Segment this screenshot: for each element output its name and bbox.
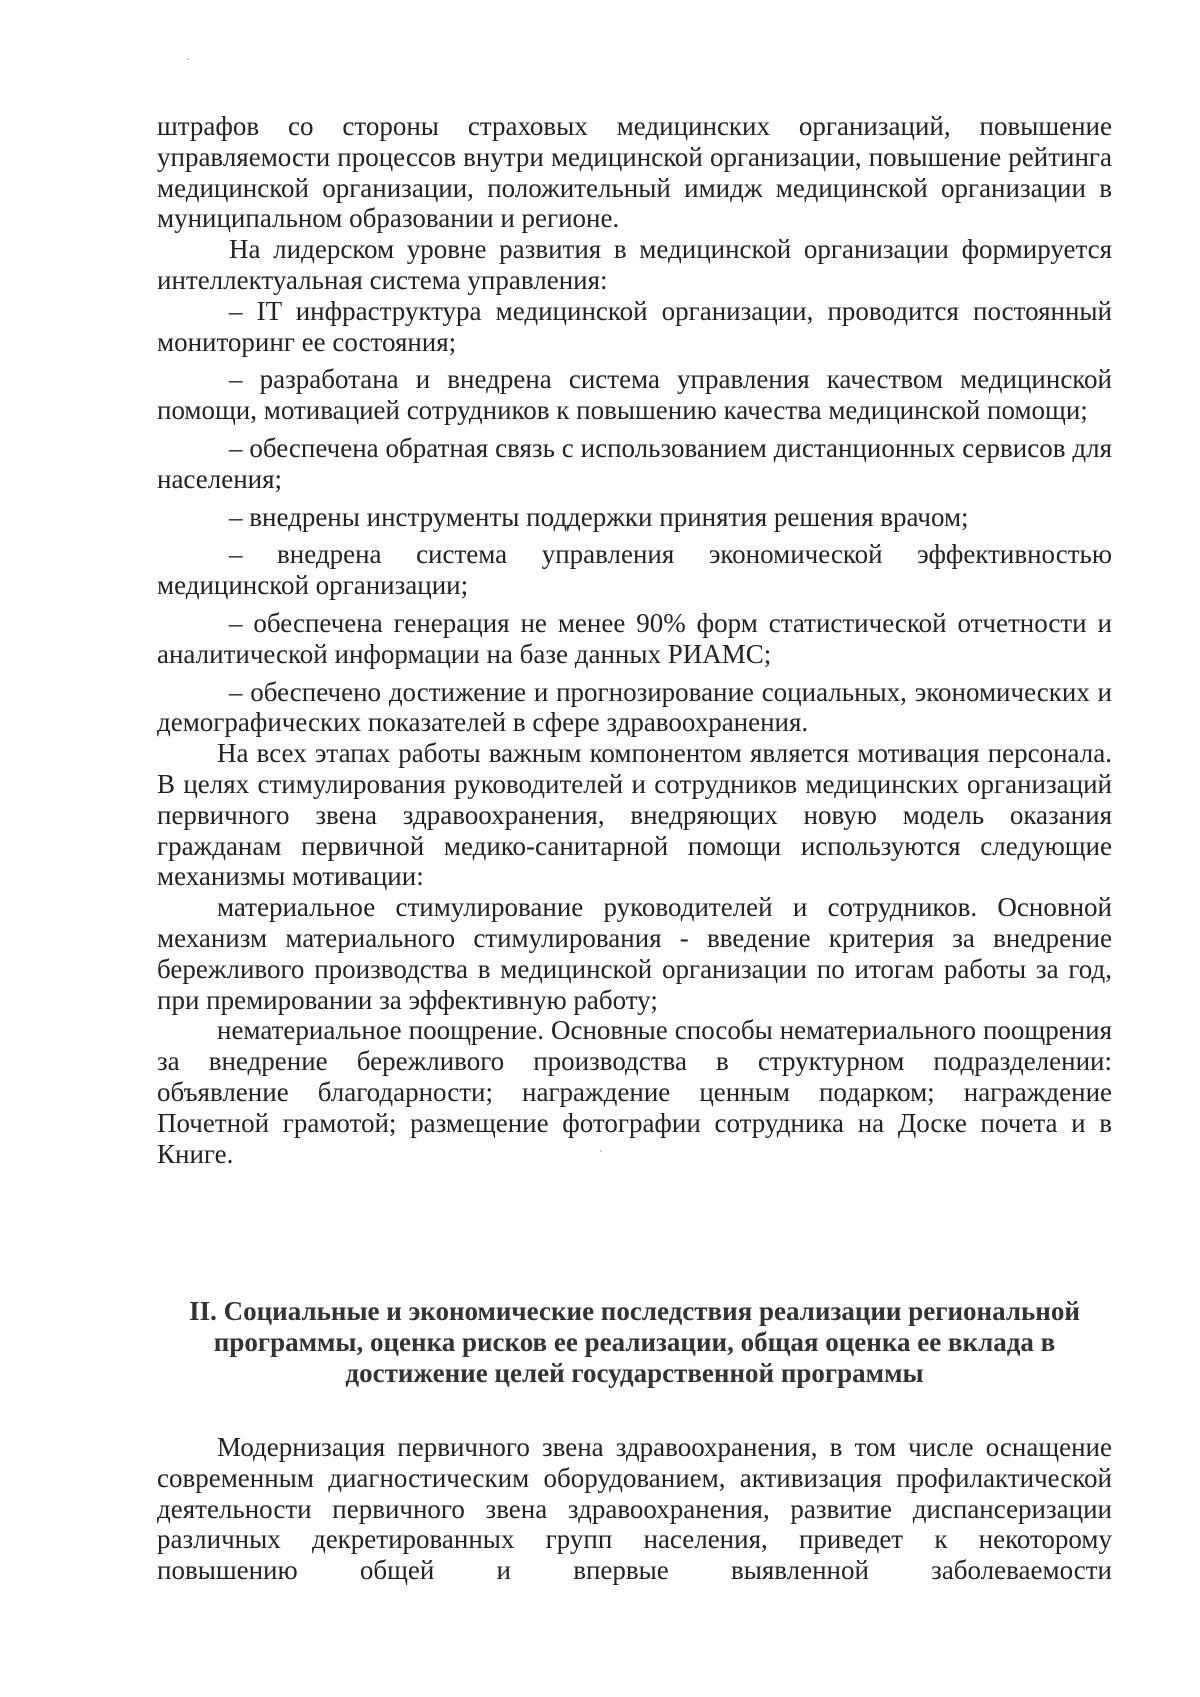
- list-item-decision-support: – внедрены инструменты поддержки принятия решения врачом;: [229, 501, 969, 532]
- paragraph-nonmaterial-incentives: нематериальное поощрение. Основные способы нематериального поощрения за внедрение бережливого производства в структурном подразделении: объявление благодарности; награждение ценным подарком; награждение Почетной грамотой; размещение фотографии сотрудника на Доске почета и в Книге.: [157, 1015, 1112, 1169]
- list-item-statistics: – обеспечена генерация не менее 90% форм статистической отчетности и аналитической информации на базе данных РИАМС;: [157, 607, 1112, 669]
- list-item-forecasting: – обеспечено достижение и прогнозирование социальных, экономических и демографических показателей в сфере здравоохранения.: [157, 676, 1112, 738]
- scan-speck: [600, 1150, 602, 1152]
- list-item-economic-efficiency: – внедрена система управления экономической эффективностью медицинской организации;: [157, 539, 1112, 601]
- paragraph-motivation: На всех этапах работы важным компонентом является мотивация персонала. В целях стимулирования руководителей и сотрудников медицинских организаций первичного звена здравоохранения, внедряющих новую модель оказания гражданам первичной медико-санитарной помощи используются следующие механизмы мотивации:: [157, 738, 1112, 892]
- closing-section: [157, 1432, 1112, 1586]
- list-item-feedback: – обеспечена обратная связь с использованием дистанционных сервисов для населения;: [157, 432, 1112, 494]
- list-item-quality-management: – разработана и внедрена система управления качеством медицинской помощи, мотивацией сотрудников к повышению качества медицинской помощи;: [157, 364, 1112, 426]
- paragraph-penalties: штрафов со стороны страховых медицинских организаций, повышение управляемости процессов внутри медицинской организации, повышение рейтинга медицинской организации, положительный имидж медицинской организации в муниципальном образовании и регионе.: [157, 111, 1112, 234]
- paragraph-leader-level: На лидерском уровне развития в медицинской организации формируется интеллектуальная система управления:: [157, 234, 1112, 295]
- document-body: [157, 111, 1112, 1169]
- paragraph-material-incentives: материальное стимулирование руководителей и сотрудников. Основной механизм материального стимулирования - введение критерия за внедрение бережливого производства в медицинской организации по итогам работы за год, при премировании за эффективную работу;: [157, 892, 1112, 1015]
- paragraph-modernization: Модернизация первичного звена здравоохранения, в том числе оснащение современным диагностическим оборудованием, активизация профилактической деятельности первичного звена здравоохранения, развитие диспансеризации различных декретированных групп населения, приведет к некоторому повышению общей и впервые выявленной заболеваемости: [157, 1432, 1112, 1586]
- scan-speck: [187, 58, 189, 60]
- section-heading: II. Социальные и экономические последствия реализации региональной программы, оценка рисков ее реализации, общая оценка ее вклада в достижение целей государственной программы: [189, 1296, 1080, 1388]
- list-item-it-infrastructure: – IT инфраструктура медицинской организации, проводится постоянный мониторинг ее состояния;: [157, 295, 1112, 357]
